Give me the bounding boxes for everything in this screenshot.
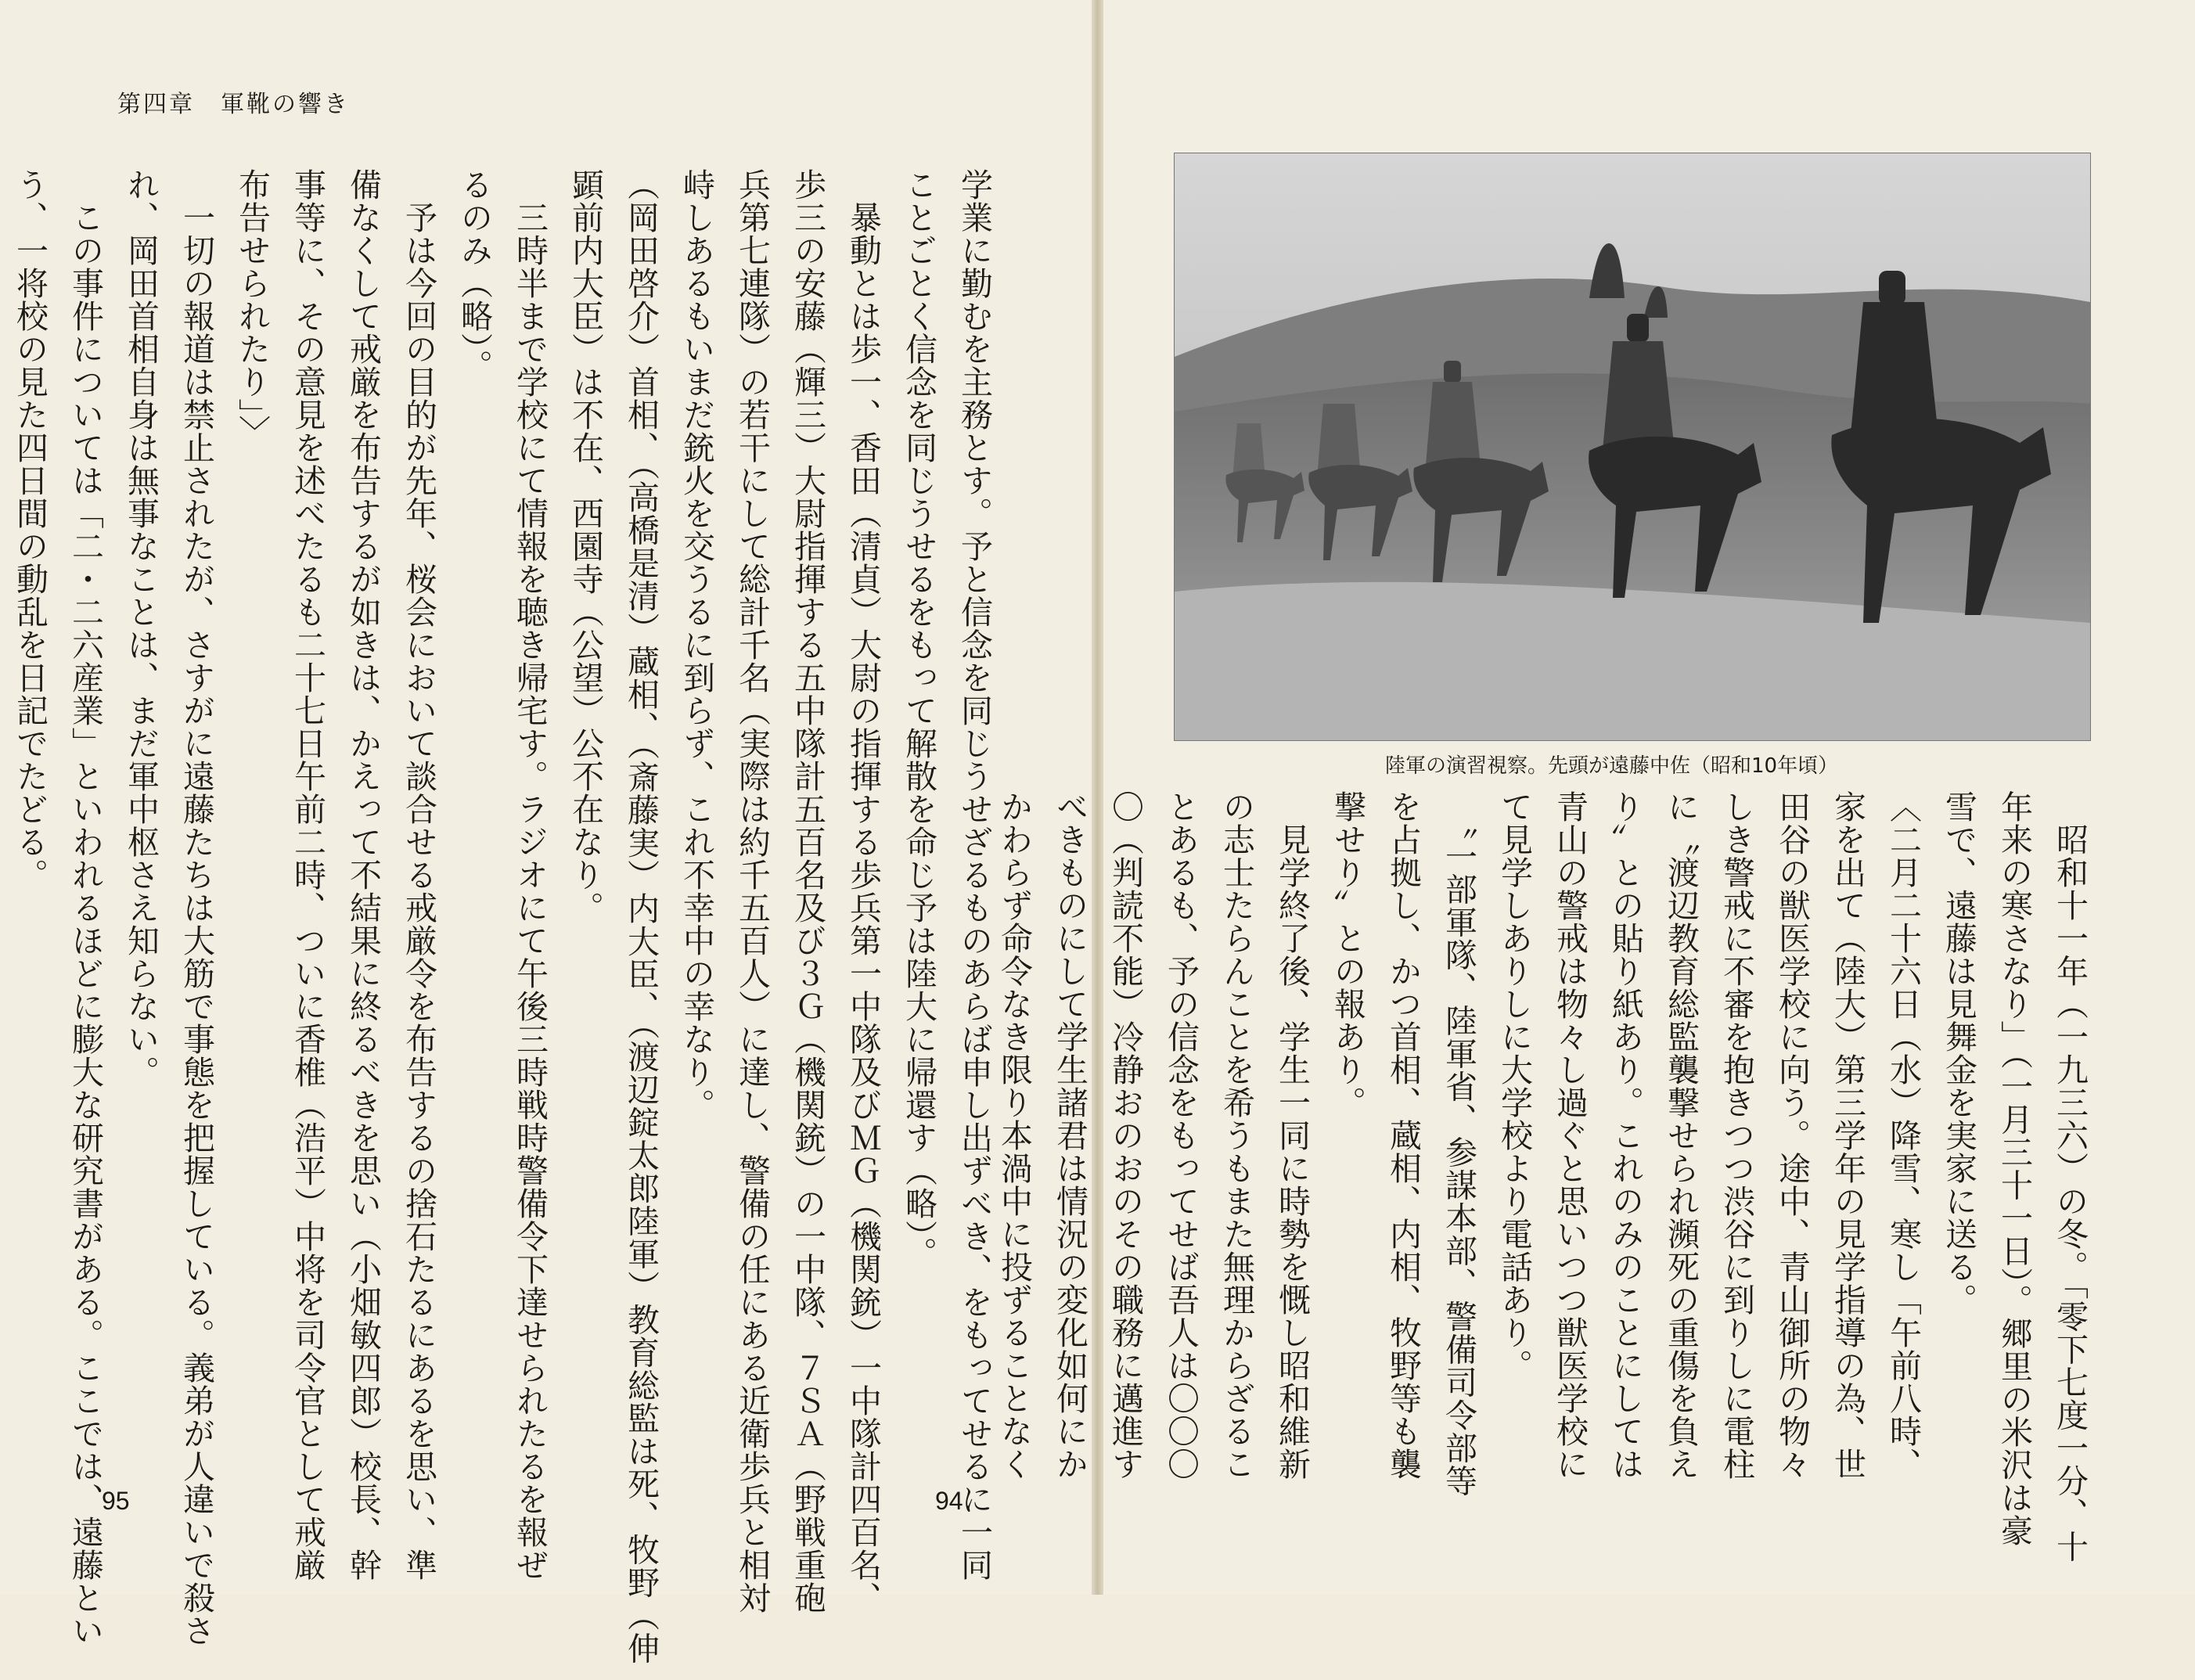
text-line: 暴動とは歩一、香田（清貞）大尉の指揮する歩兵第一中隊及びＭＧ（機関銃）一中隊計四百名、 — [844, 168, 882, 1614]
text-line — [0, 168, 2, 1483]
text-line: 年来の寒さなり」（一月三十一日）。郷里の米沢は豪 — [1995, 790, 2033, 1547]
text-line: て見学しありしに大学校より電話あり。 — [1495, 790, 1533, 1382]
text-line: しき警戒に不審を抱きつつ渋谷に到りしに電柱 — [1718, 790, 1755, 1480]
text-line: 家を出て（陸大）第三学年の見学指導の為、世 — [1829, 790, 1866, 1480]
text-line: かわらず命令なき限り本渦中に投ずることなく — [995, 790, 1033, 1480]
text-line: 備なくして戒厳を布告するが如きは、かえって不結果に終るべきを思い（小畑敏四郎）校長、幹 — [344, 168, 382, 1581]
text-line: を占拠し、かつ首相、蔵相、内相、牧野等も襲 — [1384, 790, 1422, 1480]
text-line: 歩三の安藤（輝三）大尉指揮する五中隊計五百名及び３Ｇ（機関銃）の一中隊、７ＳＡ（野戦重砲 — [789, 168, 826, 1614]
text-line: 田谷の獣医学校に向う。途中、青山御所の物々 — [1773, 790, 1811, 1480]
text-line: 〝一部軍隊、陸軍省、参謀本部、警備司令部等 — [1440, 790, 1477, 1498]
text-line: るのみ（略）。 — [455, 168, 493, 383]
text-line: 学業に勤むを主務とす。予と信念を同じうせざるものあらば申し出ずべき、をもってせるに一同 — [955, 168, 993, 1581]
text-line: 〇（判読不能）冷静おのおのその職務に邁進す — [1106, 790, 1144, 1480]
text-line: 三時半まで学校にて情報を聴き帰宅す。ラジオにて午後三時戦時警備令下達せられたるを報ぜ — [511, 168, 549, 1581]
text-line: ことごとく信念を同じうせるをもって解散を命じ予は陸大に帰還す（略）。 — [900, 168, 937, 1270]
text-line: 〈二月二十六日（水）降雪、寒し「午前八時、 — [1884, 790, 1922, 1480]
running-head: 第四章 軍靴の響き — [117, 91, 350, 118]
left-page — [0, 0, 1092, 1665]
text-line: り〟との貼り紙あり。これのみのことにしては — [1607, 790, 1644, 1480]
text-line: とあるも、予の信念をもってせば吾人は〇〇〇 — [1162, 790, 1200, 1480]
text-line: 青山の警戒は物々し過ぐと思いつつ獣医学校に — [1551, 790, 1589, 1480]
text-line: 兵第七連隊）の若干にして総計千名（実際は約千五百人）に達し、警備の任にある近衛歩兵と相対 — [733, 168, 771, 1614]
page-number-left: 95 — [102, 1487, 130, 1515]
photo-caption: 陸軍の演習視察。先頭が遠藤中佐（昭和10年頃） — [1385, 754, 1839, 778]
right-page-body — [995, 790, 2097, 1563]
text-line: の志士たらんことを希うもまた無理からざるこ — [1218, 790, 1255, 1480]
text-line: （岡田啓介）首相、（高橋是清）蔵相、（斎藤実）内大臣、（渡辺錠太郎陸軍）教育総監は死、牧野（伸 — [622, 168, 660, 1665]
cavalry-photo — [1174, 153, 2091, 741]
text-line: に〝渡辺教育総監襲撃せられ瀕死の重傷を負え — [1662, 790, 1700, 1480]
text-line: れ、岡田首相自身は無事なことは、まだ軍中枢さえ知らない。 — [122, 168, 160, 1088]
text-line: 昭和十一年（一九三六）の冬。「零下七度一分、十 — [2051, 790, 2089, 1563]
text-line: 峙しあるもいまだ銃火を交うるに到らず、これ不幸中の幸なり。 — [678, 168, 715, 1121]
text-line: 顕前内大臣）は不在、西園寺（公望）公不在なり。 — [567, 168, 604, 924]
photo-image — [1175, 153, 2090, 740]
text-line: 撃せり〟との報あり。 — [1329, 790, 1366, 1119]
text-line: 見学終了後、学生一同に時勢を慨し昭和維新 — [1273, 790, 1311, 1480]
text-line: 一切の報道は禁止されたが、さすがに遠藤たちは大筋で事態を把握している。義弟が人違いで殺さ — [178, 168, 215, 1647]
text-line: 事等に、その意見を述べたるも二十七日午前二時、ついに香椎（浩平）中将を司令官として戒厳 — [289, 168, 326, 1581]
page-number-right: 94 — [935, 1487, 963, 1515]
text-line: 雪で、遠藤は見舞金を実家に送る。 — [1940, 790, 1977, 1316]
text-line: この事件については「二・二六産業」といわれるほどに膨大な研究書がある。ここでは、遠藤とい — [67, 168, 104, 1647]
text-line: 布告せられたり」〉 — [233, 168, 271, 448]
text-line: う、一将校の見た四日間の動乱を日記でたどる。 — [11, 168, 49, 891]
text-line: 予は今回の目的が先年、桜会において談合せる戒厳令を布告するの捨石たるにあるを思い、準 — [400, 168, 437, 1581]
text-line: べきものにして学生諸君は情況の変化如何にか — [1051, 790, 1089, 1480]
